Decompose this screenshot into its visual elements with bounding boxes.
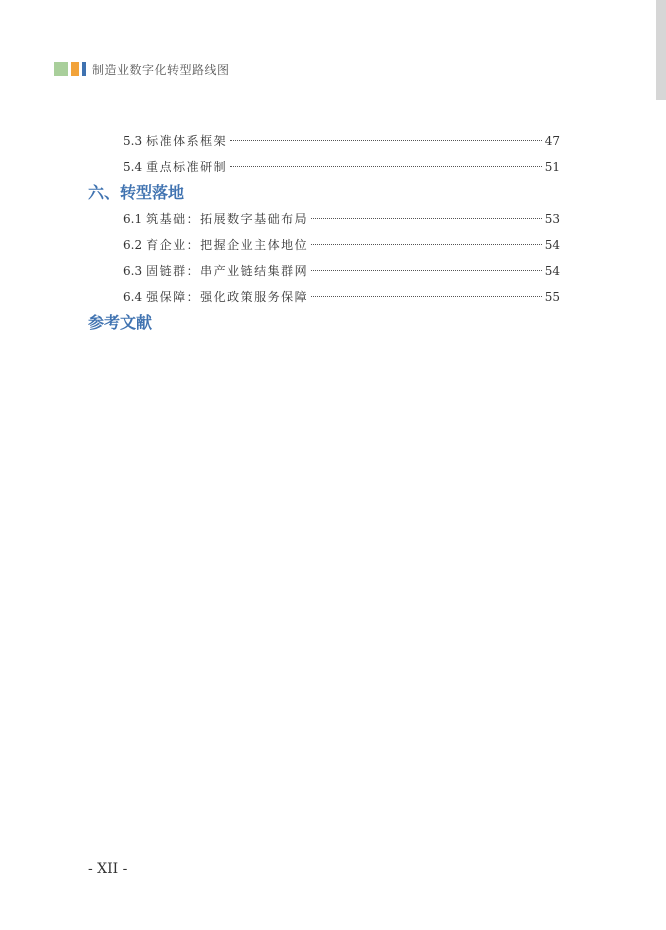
section-heading-references[interactable]: 参考文献: [88, 313, 153, 332]
toc-entry-6-1[interactable]: [88, 206, 560, 232]
toc-entry-5-4[interactable]: [88, 154, 560, 180]
toc-entry-number: 6.4: [123, 290, 143, 304]
toc-entry-6-4[interactable]: [88, 284, 560, 310]
toc-entry-page: 53: [544, 212, 560, 226]
page-number: - XII -: [88, 861, 128, 877]
dot-leader: [311, 244, 542, 245]
toc-entry-title: 重点标准研制: [146, 160, 228, 174]
toc-entry-6-2[interactable]: [88, 232, 560, 258]
toc-entry-5-3[interactable]: [88, 128, 560, 154]
green-square: [54, 62, 68, 76]
section-heading-six[interactable]: 六、转型落地: [88, 183, 185, 202]
orange-square: [71, 62, 79, 76]
toc-entry-page: 55: [544, 290, 560, 304]
toc-entry-page: 47: [544, 134, 560, 148]
toc-entry-page: 51: [544, 160, 560, 174]
page-header: [54, 61, 230, 77]
toc-entry-number: 6.2: [123, 238, 143, 252]
header-title: 制造业数字化转型路线图: [92, 62, 230, 77]
toc-entry-page: 54: [544, 238, 560, 252]
header-color-mark: [54, 62, 86, 76]
side-tab: [656, 0, 666, 100]
toc-entry-title: 固链群：串产业链结集群网: [146, 264, 309, 278]
blue-square: [82, 62, 86, 76]
toc-entry-title: 育企业：把握企业主体地位: [146, 238, 309, 252]
dot-leader: [230, 140, 542, 141]
toc-entry-title: 标准体系框架: [146, 134, 228, 148]
toc-entry-number: 5.3: [123, 134, 143, 148]
toc-entry-title: 筑基础：拓展数字基础布局: [146, 212, 309, 226]
dot-leader: [311, 296, 542, 297]
dot-leader: [311, 270, 542, 271]
toc-entry-title: 强保障：强化政策服务保障: [146, 290, 309, 304]
toc-entry-page: 54: [544, 264, 560, 278]
dot-leader: [311, 218, 542, 219]
toc-entry-number: 5.4: [123, 160, 143, 174]
toc-entry-6-3[interactable]: [88, 258, 560, 284]
table-of-contents: [88, 128, 560, 336]
toc-entry-number: 6.1: [123, 212, 143, 226]
dot-leader: [230, 166, 542, 167]
toc-entry-number: 6.3: [123, 264, 143, 278]
